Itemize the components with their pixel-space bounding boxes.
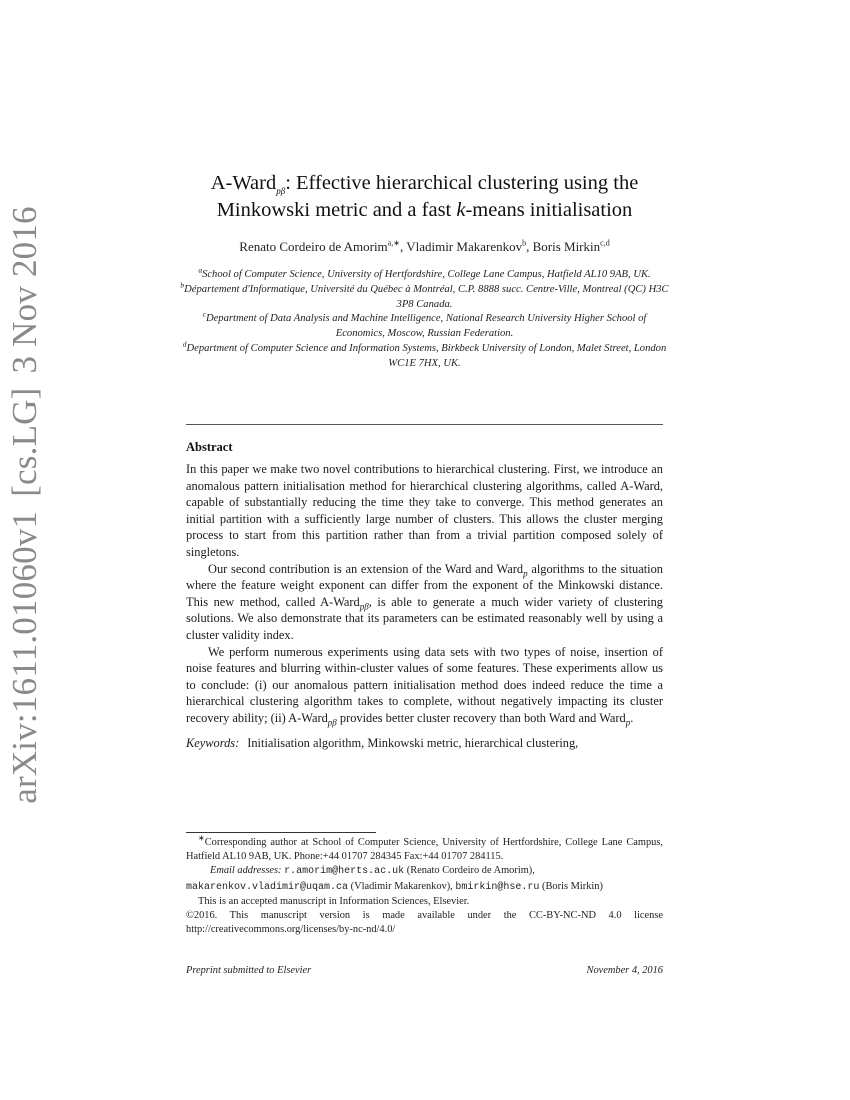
text: Our second contribution is an extension of the Ward and Ward — [208, 561, 524, 576]
affiliations — [178, 265, 671, 372]
paper-title — [176, 170, 673, 224]
text: We perform numerous experiments using data sets with two types of noise, insertion of noise features and blurring within-cluster values of some features. These experiments allow us to conclude: (i) our anomalous pattern initialisation method does indeed reduce the time a hierarchical clustering algorithm takes to complete, without negatively impacting its cluster recovery ability; (ii) A-Ward — [186, 644, 663, 725]
email-link[interactable]: makarenkov.vladimir@uqam.ca — [186, 881, 349, 893]
text: , is able to generate a much wider variety of clustering solutions. We also demonstrate that its parameters can be estimated reasonably well by using a cluster validity index. — [186, 594, 663, 642]
affiliation-text: Department of Data Analysis and Machine Intelligence, National Research University Higher School of Economics, Moscow, Russian Federation. — [205, 313, 647, 340]
author-list — [186, 239, 663, 255]
title-subscript: pβ — [276, 186, 286, 197]
footnotes — [186, 833, 663, 937]
affiliation-text: Département d'Informatique, Université du Québec à Montréal, C.P. 8888 succ. Centre-Ville, Montreal (QC) H3C 3P8 Canada. — [184, 283, 669, 310]
author-marks: a,∗ — [387, 238, 400, 248]
affiliation — [178, 265, 671, 283]
affiliation-mark: d — [182, 339, 187, 349]
title-text: Minkowski metric and a fast — [216, 199, 457, 221]
affiliation — [178, 339, 671, 372]
abstract-rule — [186, 424, 663, 425]
author-sep: , — [399, 239, 407, 254]
affiliation-text: School of Computer Science, University of Hertfordshire, College Lane Campus, Hatfield AL10 9AB, UK. — [202, 269, 651, 280]
email-owner: (Vladimir Makarenkov), — [350, 880, 453, 892]
title-text: : Effective hierarchical clustering using the — [285, 172, 639, 194]
title-line-1 — [176, 170, 673, 197]
email-addresses — [186, 864, 663, 879]
arxiv-id: arXiv:1611.01060v1 — [5, 510, 44, 804]
email-owner: (Renato Cordeiro de Amorim), — [406, 865, 535, 877]
abstract-heading: Abstract — [186, 440, 233, 454]
text: provides better cluster recovery than both Ward and Ward — [336, 710, 626, 725]
footnote-text: Corresponding author at School of Computer Science, University of Hertfordshire, College Lane Campus, Hatfield AL10 9AB, UK. Phone:+44 01707 284345 Fax:+44 01707 284115. — [186, 837, 663, 863]
text: . — [630, 710, 634, 725]
title-line-2 — [176, 197, 673, 224]
title-k: k — [456, 199, 466, 221]
footnote-mark: ∗ — [198, 833, 205, 843]
author-marks: c,d — [600, 238, 610, 248]
author-name: Renato Cordeiro de Amorim — [239, 239, 388, 254]
subscript: pβ — [327, 717, 337, 728]
arxiv-margin-stamp — [5, 206, 45, 804]
corresponding-author-note — [186, 833, 663, 864]
author-marks: b — [522, 238, 527, 248]
affiliation-mark: c — [202, 309, 206, 319]
affiliation-mark: a — [198, 265, 203, 275]
affiliation-mark: b — [180, 280, 185, 290]
author — [533, 239, 610, 254]
author — [406, 239, 532, 254]
text: algorithms to the situation where the feature weight exponent can differ from the exponent of the Minkowski distance. This new method, called A-Ward — [186, 561, 664, 609]
author-name: Boris Mirkin — [532, 239, 601, 254]
abstract-paragraph — [186, 561, 663, 644]
keywords-text: Initialisation algorithm, Minkowski metric, hierarchical clustering, — [247, 736, 579, 750]
email-link[interactable]: r.amorim@herts.ac.uk — [284, 866, 405, 878]
footer-left: Preprint submitted to Elsevier — [186, 965, 312, 976]
affiliation-text: Department of Computer Science and Information Systems, Birkbeck University of London, Malet Street, London WC1E 7HX, UK. — [186, 342, 667, 369]
author-sep: , — [526, 239, 533, 254]
abstract-paragraph — [186, 644, 663, 727]
author — [239, 239, 406, 254]
subscript: p — [625, 717, 631, 728]
title-text: -means initialisation — [465, 199, 633, 221]
arxiv-category: [cs.LG] — [5, 387, 44, 497]
arxiv-date: 3 Nov 2016 — [5, 206, 44, 374]
footnote-rule — [186, 832, 376, 833]
author-name: Vladimir Makarenkov — [406, 239, 523, 254]
email-owner: (Boris Mirkin) — [542, 880, 603, 892]
affiliation — [178, 280, 671, 313]
keywords-label: Keywords: — [186, 736, 240, 750]
subscript: pβ — [359, 601, 369, 612]
affiliation — [178, 309, 671, 342]
keywords — [186, 736, 663, 751]
title-text: A-Ward — [210, 172, 277, 194]
abstract-body — [186, 461, 663, 727]
accepted-note: This is an accepted manuscript in Information Sciences, Elsevier. — [198, 895, 470, 907]
page-footer — [186, 965, 663, 976]
email-link[interactable]: bmirkin@hse.ru — [455, 881, 540, 893]
subscript: p — [523, 568, 528, 579]
email-label: Email addresses: — [210, 865, 282, 877]
abstract-paragraph: In this paper we make two novel contributions to hierarchical clustering. First, we introduce an anomalous pattern initialisation method for hierarchical clustering algorithms, called A-Ward, capable of substantially reducing the time they take to converge. This method generates an initial partition with a sufficiently large number of clusters. This allows the cluster merging process to start from this partition rather than from a trivial partition composed solely of singletons. — [186, 462, 663, 559]
license-note: ©2016. This manuscript version is made available under the CC-BY-NC-ND 4.0 license http://creativecommons.org/licenses/by-nc-nd/4.0/ — [186, 910, 663, 936]
footer-date: November 4, 2016 — [586, 965, 663, 976]
email-addresses-cont — [186, 880, 663, 895]
